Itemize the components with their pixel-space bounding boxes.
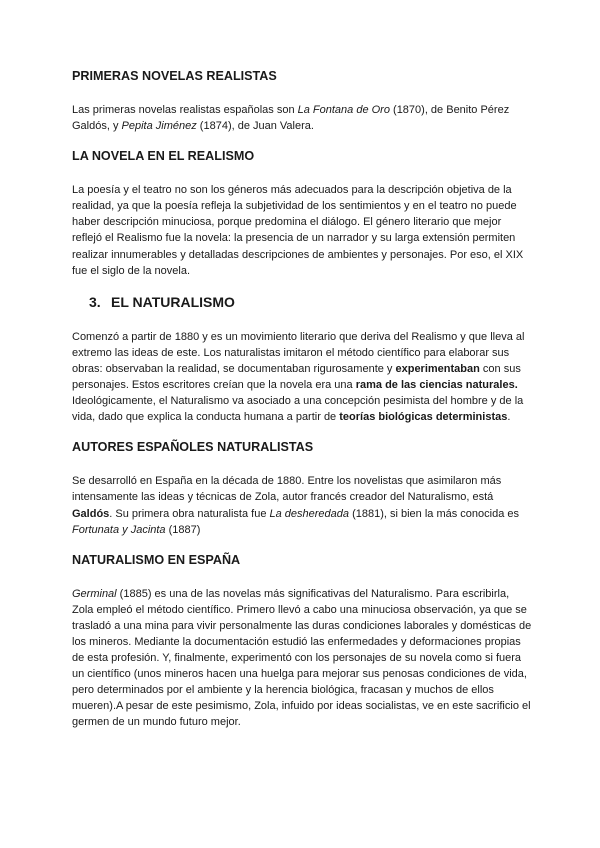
text: . [507,411,511,424]
title-la-fontana-de-oro: La Fontana de Oro [297,104,390,116]
bold-galdos: Galdós [72,507,110,520]
paragraph-naturalismo [72,329,532,426]
heading-novela-realismo: LA NOVELA EN EL REALISMO [72,149,255,164]
text: . Su primera obra naturalista fue [109,507,270,520]
text: (1881), si bien la más conocida es [349,507,519,520]
text: Se desarrolló en España en la década de 1880. Entre los novelistas que asimilaron más intensamente las ideas y técnicas de Zola, autor francés creador del Naturalismo, está [72,475,502,504]
bold-rama-ciencias: rama de las ciencias naturales. [355,379,518,392]
text: Las primeras novelas realistas españolas son [72,104,298,116]
title-fortunata-y-jacinta: Fortunata y Jacinta [72,523,166,536]
bold-experimentaban: experimentaban [395,362,480,375]
text: con sus personajes. Estos escritores creían que la novela era una [72,362,521,392]
title-germinal: Germinal [72,587,117,600]
text: Ideológicamente, el Naturalismo va asociado a una concepción pesimista del hombre y de la vida, dado que explica la conducta humana a partir de [72,395,524,424]
title-la-desheredada: La desheredada [269,507,350,520]
heading-number: 3. [89,293,101,310]
paragraph-autores-naturalistas [72,473,532,537]
heading-naturalismo [89,293,532,311]
heading-primeras-novelas: PRIMERAS NOVELAS REALISTAS [72,69,277,83]
text: (1887) [165,523,201,536]
text: (1874), de Juan Valera. [196,120,314,133]
paragraph-naturalismo-espana [72,586,532,731]
heading-autores-naturalistas: AUTORES ESPAÑOLES NATURALISTAS [72,440,314,455]
paragraph-novela-realismo: La poesía y el teatro no son los géneros más adecuados para la descripción objetiva de la realidad, ya que la poesía refleja la subjetividad de los sentimientos y en el teatro no puede haber descripción minuciosa, porque predomina el diálogo. El género literario que mejor reflejó el Realismo fue la novela: la presencia de un narrador y su larga extensión permiten realizar innumerables y detalladas descripciones de ambientes y personajes. Por eso, el XIX fue el siglo de la novela. [72,184,524,277]
text: (1885) es una de las novelas más significativas del Naturalismo. Para escribirla, Zola empleó el método científico. Primero llevó a cabo una minuciosa observación, ya que se trasladó a una mina para vivir personalmente las duras condiciones laborales y domésticas de los mineros. Mediante la documentación estudió las enfermedades y deformaciones propias de esta profesión. Y, finalmente, experimentó con los personajes de su novela como si fuera un científico (unos mineros hacen una huelga para mejorar sus penosas condiciones de vida, pero determinados por el ambiente y la herencia biológica, fracasan y muchos de ellos mueren).A pesar de este pesimismo, Zola, infuido por ideas socialistas, ve en este sacrificio el germen de un mundo futuro mejor. [72,587,532,729]
document-page [72,68,532,731]
heading-text: EL NATURALISMO [111,293,235,310]
text: Comenzó a partir de 1880 y es un movimiento literario que deriva del Realismo y que lleva al extremo las ideas de este. Los naturalistas imitaron el método científico para elaborar sus obras: observaban la realidad, se documentaban rigurosamente y [72,330,525,375]
paragraph-primeras-novelas [72,102,532,134]
heading-naturalismo-espana: NATURALISMO EN ESPAÑA [72,552,241,567]
title-pepita-jimenez: Pepita Jiménez [121,120,197,133]
bold-teorias-biologicas: teorías biológicas deterministas [339,411,508,424]
text: (1870), de Benito Pérez Galdós, y [72,104,510,133]
